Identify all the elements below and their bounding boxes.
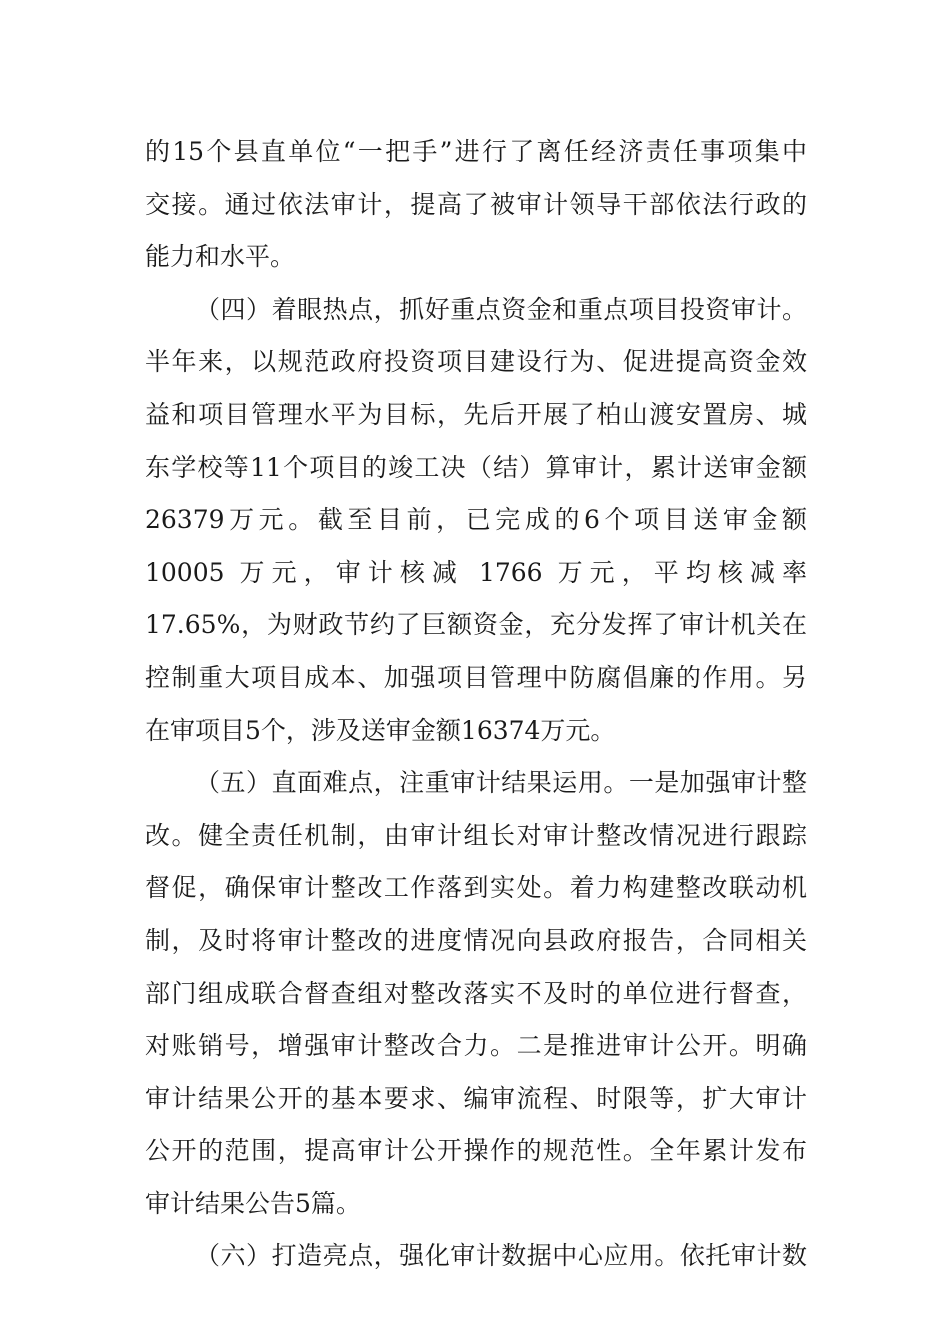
text-line: 交接。通过依法审计，提高了被审计领导干部依法行政的	[145, 189, 807, 219]
text-line: 控制重大项目成本、加强项目管理中防腐倡廉的作用。另	[145, 662, 807, 692]
text-line: 半年来，以规范政府投资项目建设行为、促进提高资金效	[145, 347, 807, 377]
text-line: 审计结果公告5篇。	[145, 1188, 361, 1218]
text-line: 10005 万元，审计核减 1766 万元，平均核减率	[145, 557, 807, 587]
text-line: 的15个县直单位“一把手”进行了离任经济责任事项集中	[145, 137, 807, 166]
text-line: 26379万元。截至目前，已完成的6个项目送审金额	[145, 505, 807, 535]
text-line: 在审项目5个，涉及送审金额16374万元。	[145, 715, 616, 745]
text-line: 公开的范围，提高审计公开操作的规范性。全年累计发布	[145, 1136, 807, 1166]
text-line: 部门组成联合督查组对整改落实不及时的单位进行督查，	[145, 978, 807, 1008]
document-body	[145, 126, 807, 1283]
text-line: 审计结果公开的基本要求、编审流程、时限等，扩大审计	[145, 1083, 807, 1113]
text-line: 能力和水平。	[145, 242, 296, 272]
text-line: 益和项目管理水平为目标，先后开展了柏山渡安置房、城	[145, 399, 807, 429]
text-line: 17.65%，为财政节约了巨额资金，充分发挥了审计机关在	[145, 610, 807, 640]
text-line: 东学校等11个项目的竣工决（结）算审计，累计送审金额	[145, 452, 807, 482]
section-heading-four: （四）着眼热点，抓好重点资金和重点项目投资审计。	[195, 294, 807, 324]
text-line: 改。健全责任机制，由审计组长对审计整改情况进行跟踪	[145, 820, 807, 850]
text-line: 制，及时将审计整改的进度情况向县政府报告，合同相关	[145, 925, 807, 955]
text-line: 对账销号，增强审计整改合力。二是推进审计公开。明确	[145, 1031, 807, 1061]
section-heading-five: （五）直面难点，注重审计结果运用。一是加强审计整	[195, 768, 807, 798]
text-line: 督促，确保审计整改工作落到实处。着力构建整改联动机	[145, 873, 807, 903]
section-heading-six: （六）打造亮点，强化审计数据中心应用。依托审计数	[195, 1241, 807, 1271]
